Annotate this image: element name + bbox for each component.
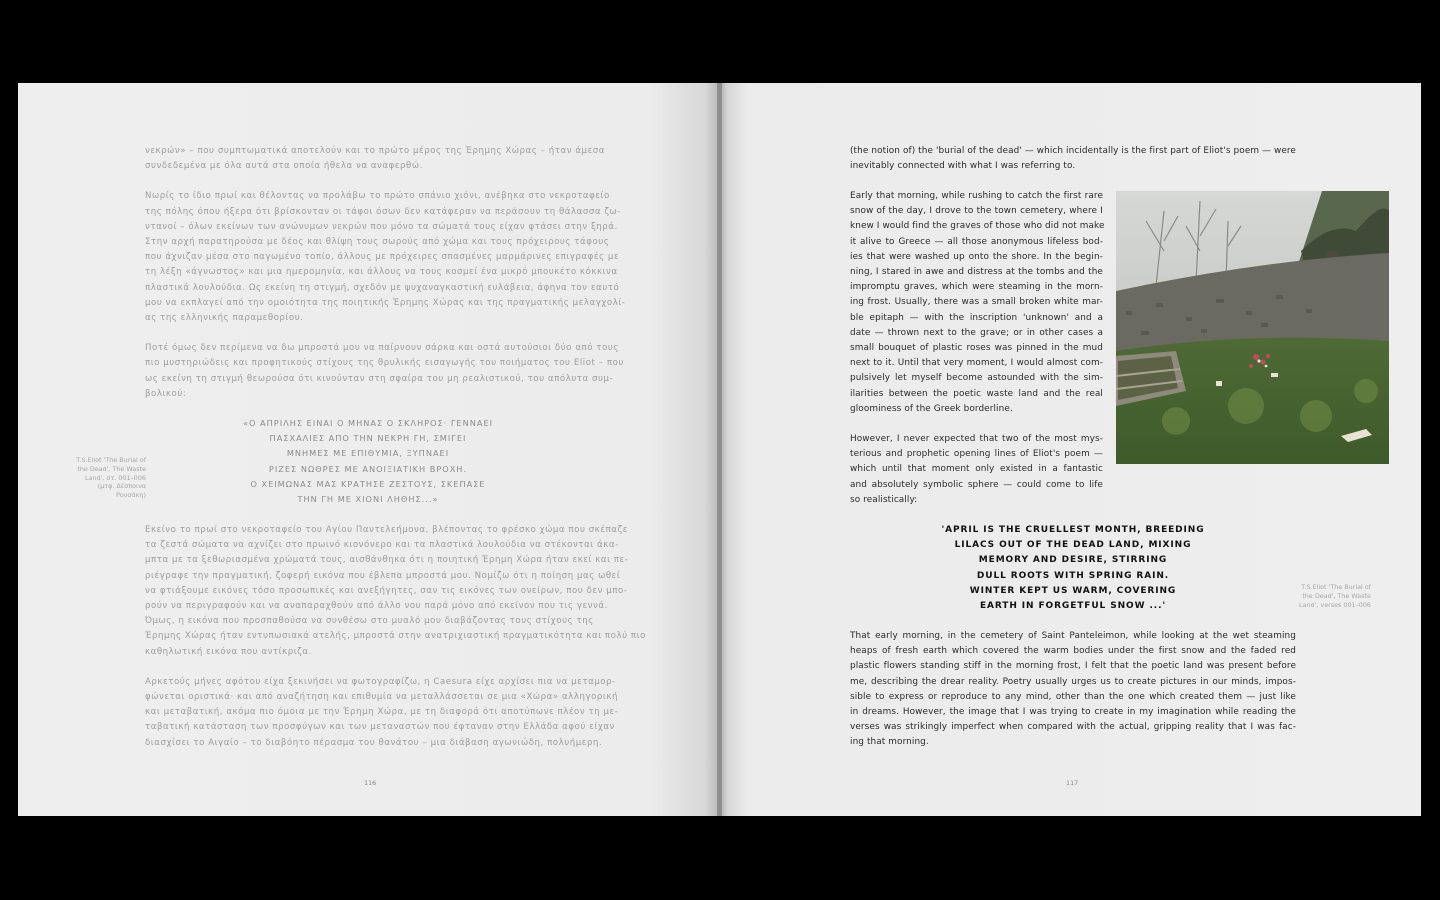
poem-line: ΤΗΝ ΓΗ ΜΕ ΧΙΟΝΙ ΛΗΘΗΣ...» <box>297 494 439 505</box>
text-line: (the notion of) the 'burial of the dead' — which incidentally is the first part of Eliot's poem — were <box>850 146 1296 156</box>
text-line: so realistically: <box>850 494 918 505</box>
poem-line: DULL ROOTS WITH SPRING RAIN. <box>976 570 1170 581</box>
text-line: Νωρίς το ίδιο πρωί και θέλοντας να προλάβω το πρώτο σπάνιο χιόνι, ανέβηκα στο νεκροταφείο <box>145 191 610 202</box>
english-poem-quote <box>923 523 1223 614</box>
text-line: plastic flowers standing stiff in the morning frost, I felt that the poetic land was present before <box>850 661 1296 672</box>
text-line: μου να εκπλαγεί από την ομοιότητα της ποιητικής Έρημης Χώρας και της πραγματικής μελαγχολί- <box>145 297 626 308</box>
text-line: ing that morning. <box>850 737 929 748</box>
greek-text-block-2 <box>145 523 646 751</box>
english-paragraph-2 <box>850 432 1103 508</box>
text-line: However, I never expected that two of the most mys- <box>850 434 1103 444</box>
poem-line: WINTER KEPT US WARM, COVERING <box>969 585 1177 596</box>
greek-poem-quote <box>168 416 568 507</box>
text-line: και μεταβατική, ακόμα πιο όμοια με την Έρημη Χώρα, με τη διαφορά ότι αποτύπωνε πλέον τη με- <box>145 707 619 718</box>
text-line: ως εκείνη τη στιγμή θεωρούσα ότι κινούνταν στη σφαίρα του μη ρεαλιστικού, του απόλυτα συμ- <box>145 373 614 384</box>
book-spread <box>18 83 1421 816</box>
text-line: φώνεται οριστικά· και από αναζήτηση και επιθυμία να μεταλλάσσεται σε μια «Χώρα» αλληγορική <box>145 692 618 703</box>
text-line: πλαστικά λουλούδια. Ως εκείνη τη στιγμή, σχεδόν με ψυχαναγκαστική ευλάβεια, άφηνα τον εαυτό <box>145 282 620 293</box>
left-side-note <box>50 456 146 500</box>
text-line: νεκρών» – που συμπτωματικά αποτελούν και το πρώτο μέρος της Έρημης Χώρας – ήταν άμεσα <box>145 146 605 156</box>
text-line: ing frost. Usually, there was a small broken white mar- <box>850 297 1103 308</box>
text-line: inevitably connected with what I was referring to. <box>850 161 1076 172</box>
text-line: τα ζεστά σώματα να αχνίζει στο πρωινό κιονόνερο και τα πλαστικά λουλούδια να στέκονται άκα- <box>145 540 619 551</box>
text-line: ριέγραφε την πραγματική, ζοφερή εικόνα που έβλεπα μπροστά μου. Νομίζω ότι η ποίηση μας ωθεί <box>145 570 621 581</box>
text-line: next to it. Until that very moment, I would almost com- <box>850 358 1103 369</box>
text-line: ilarities between the poetic waste land and the real <box>850 388 1103 399</box>
poem-line: ΠΑΣΧΑΛΙΕΣ ΑΠΟ ΤΗΝ ΝΕΚΡΗ ΓΗ, ΣΜΙΓΕΙ <box>269 433 467 444</box>
side-note-line: T.S.Eliot 'The Burial of <box>76 456 146 464</box>
text-line: gloominess of the Greek borderline. <box>850 403 1013 414</box>
page-number-left: 116 <box>364 779 377 787</box>
text-line: Ποτέ όμως δεν περίμενα να δω μπροστά μου να παίρνουν σάρκα και οστά αυτούσιοι δύο από τους <box>145 343 619 354</box>
text-line: pulsively let myself become astounded with the sim- <box>850 373 1103 384</box>
text-line: ας της ελληνικής παραμεθορίου. <box>145 313 304 324</box>
text-line: Όμως, η εικόνα που προσπαθούσα να συνθέσω στο μυαλό μου διαβάζοντας τους στίχους της <box>145 616 594 627</box>
text-line: That early morning, in the cemetery of Saint Panteleimon, while looking at the wet steaming <box>850 631 1296 641</box>
text-line: που άχνιζαν μέσα στο παγωμένο τοπίο, άλλους με πρόχειρες σπασμένες μαρμάρινες επιγραφές με <box>145 252 620 263</box>
text-line: ντανοί – όλων εκείνων των ανώνυμων νεκρών που μόνο τα σώματά τους είχαν φτάσει στην ξηρά. <box>145 221 618 232</box>
right-side-note <box>1276 583 1371 609</box>
side-note-line: the Dead', The Waste <box>1302 591 1371 600</box>
poem-line: «Ο ΑΠΡΙΛΗΣ ΕΙΝΑΙ Ο ΜΗΝΑΣ Ο ΣΚΛΗΡΟΣ· ΓΕΝΝΑΕΙ <box>242 418 494 428</box>
text-line: me, describing the drear reality. Poetry usually urges us to create pictures in our minds, impos- <box>850 676 1296 687</box>
text-line: which until that moment only existed in a fantastic <box>850 464 1103 475</box>
text-line: συνδεδεμένα με όλα αυτά στα οποία ήθελα να αναφερθώ. <box>145 161 423 172</box>
poem-line: ΡΙΖΕΣ ΝΩΘΡΕΣ ΜΕ ΑΝΟΙΞΙΑΤΙΚΗ ΒΡΟΧΗ. <box>268 463 468 474</box>
text-line: terious and prophetic opening lines of Eliot's poem — <box>850 449 1103 460</box>
text-line: date — thrown next to the grave; or in other cases a <box>850 327 1103 338</box>
text-line: Στην αρχή παρατηρούσα με δέος και θλίψη τους σωρούς από χώμα και τους πρόχειρους τάφους <box>145 237 610 248</box>
text-line: πιο μυστηριώδεις και προφητικούς στίχους της θρυλικής εισαγωγής του ποιήματος του Eliot – που <box>145 358 624 369</box>
text-line: διασχίσει το Αιγαίο – το διαβόητο πέρασμα του θανάτου – μια διάβαση αγωνιώδη, πολυήμερη. <box>145 737 603 748</box>
page-number-right: 117 <box>1066 779 1079 787</box>
english-paragraph-1 <box>850 189 1103 417</box>
poem-line: 'APRIL IS THE CRUELLEST MONTH, BREEDING <box>941 525 1205 535</box>
side-note-line: Land', στ. 001–006 <box>85 473 146 482</box>
text-line: βολικού: <box>145 388 187 399</box>
poem-line: Ο ΧΕΙΜΩΝΑΣ ΜΑΣ ΚΡΑΤΗΣΕ ΖΕΣΤΟΥΣ, ΣΚΕΠΑΣΕ <box>250 478 486 489</box>
text-line: small bouquet of plastic roses was pinned in the mud <box>850 343 1103 354</box>
side-note-line: T.S.Eliot 'The Burial of <box>1301 583 1371 591</box>
poem-line: EARTH IN FORGETFUL SNOW ...' <box>979 601 1167 612</box>
text-line: and absolutely symbolic sphere — could come to life <box>850 479 1103 490</box>
english-intro <box>850 144 1296 174</box>
english-paragraph-3 <box>850 629 1296 751</box>
text-line: verses was strikingly imperfect when compared with the actual, gripping reality that I was fac- <box>850 722 1296 733</box>
text-line: knew I would find the graves of those who did not make <box>850 221 1105 232</box>
side-note-line: the Dead', The Waste <box>77 464 146 473</box>
text-line: Αρκετούς μήνες αφότου είχα ξεκινήσει να φωτογραφίζω, η Caesura είχε αρχίσει πια να μεταμορ- <box>145 676 616 687</box>
text-line: Εκείνο το πρωί στο νεκροταφείο του Αγίου Παντελεήμονα, βλέποντας το φρέσκο χώμα που σκέπαζε <box>145 525 628 535</box>
text-line: καθηλωτική εικόνα που αντίκριζα. <box>145 646 312 657</box>
side-note-line: Ρουσάκη) <box>115 491 146 500</box>
text-line: ταβατική κατάσταση των προσφύγων και των μεταναστών που έφταναν στην Ελλάδα αφού είχαν <box>145 722 615 733</box>
text-line: τη λέξη «άγνωστος» και μια ημερομηνία, και άλλους να τους κοσμεί ένα μικρό μπουκέτο κόκκινα <box>145 267 618 278</box>
poem-line: LILACS OUT OF THE DEAD LAND, MIXING <box>954 540 1192 551</box>
text-line: ble epitaph — with the inscription 'unknown' and a <box>850 312 1103 323</box>
text-line: να φτιάξουμε εικόνες τόσο προσωπικές και ανεξήγητες, σαν τις εικόνες των ονείρων, που δεν μπο- <box>145 585 628 596</box>
cemetery-photo-graphic <box>1116 191 1389 464</box>
text-line: Έρημης Χώρας ήταν εντυπωσιακά ατελής, μπροστά στην ανατριχιαστική πραγματικότητα και πολύ πιο <box>145 631 646 642</box>
text-line: μπτα με τα ξεθωριασμένα χρώματά τους, αισθάνθηκα ότι η ποιητική Έρημη Χώρα ήταν εκεί και πε- <box>145 555 629 566</box>
text-line: Early that morning, while rushing to catch the first rare <box>850 191 1103 201</box>
poem-line: MEMORY AND DESIRE, STIRRING <box>978 555 1168 566</box>
side-note-line: Land', verses 001–006 <box>1299 600 1371 609</box>
text-line: heaps of fresh earth which covered the warm bodies under the first snow and the faded red <box>850 646 1296 657</box>
text-line: ρούν να περιγραφούν και να αναπαραχθούν από άλλο νου παρά μόνο από εκείνον που τις γεννά. <box>145 601 608 612</box>
side-note-line: (μτφ. Δέσποινα <box>97 482 146 491</box>
text-line: sible to express or reproduce to any mind, other than the one which created them — just like <box>850 691 1296 702</box>
greek-text-block-1 <box>145 144 626 402</box>
text-line: snow of the day, I drove to the town cemetery, where I <box>850 206 1103 217</box>
text-line: impromptu graves, which were steaming in the morn- <box>850 282 1103 293</box>
text-line: ies that were washed up onto the shore. In the begin- <box>850 251 1103 262</box>
text-line: της πόλης όπου ήξερα ότι βρίσκονταν οι τάφοι όσων δεν κατάφεραν να περάσουν τη θάλασσα ζω- <box>145 206 621 217</box>
text-line: it alive to Greece — all those anonymous lifeless bod- <box>850 236 1103 247</box>
text-line: ning, I stared in awe and distress at the tombs and the <box>850 267 1103 278</box>
book-gutter <box>717 83 722 816</box>
text-line: in dreams. However, the image that I was trying to create in my imagination while reading the <box>850 707 1296 718</box>
cemetery-photo <box>1116 191 1389 464</box>
poem-line: ΜΝΗΜΕΣ ΜΕ ΕΠΙΘΥΜΙΑ, ΞΥΠΝΑΕΙ <box>286 448 450 459</box>
